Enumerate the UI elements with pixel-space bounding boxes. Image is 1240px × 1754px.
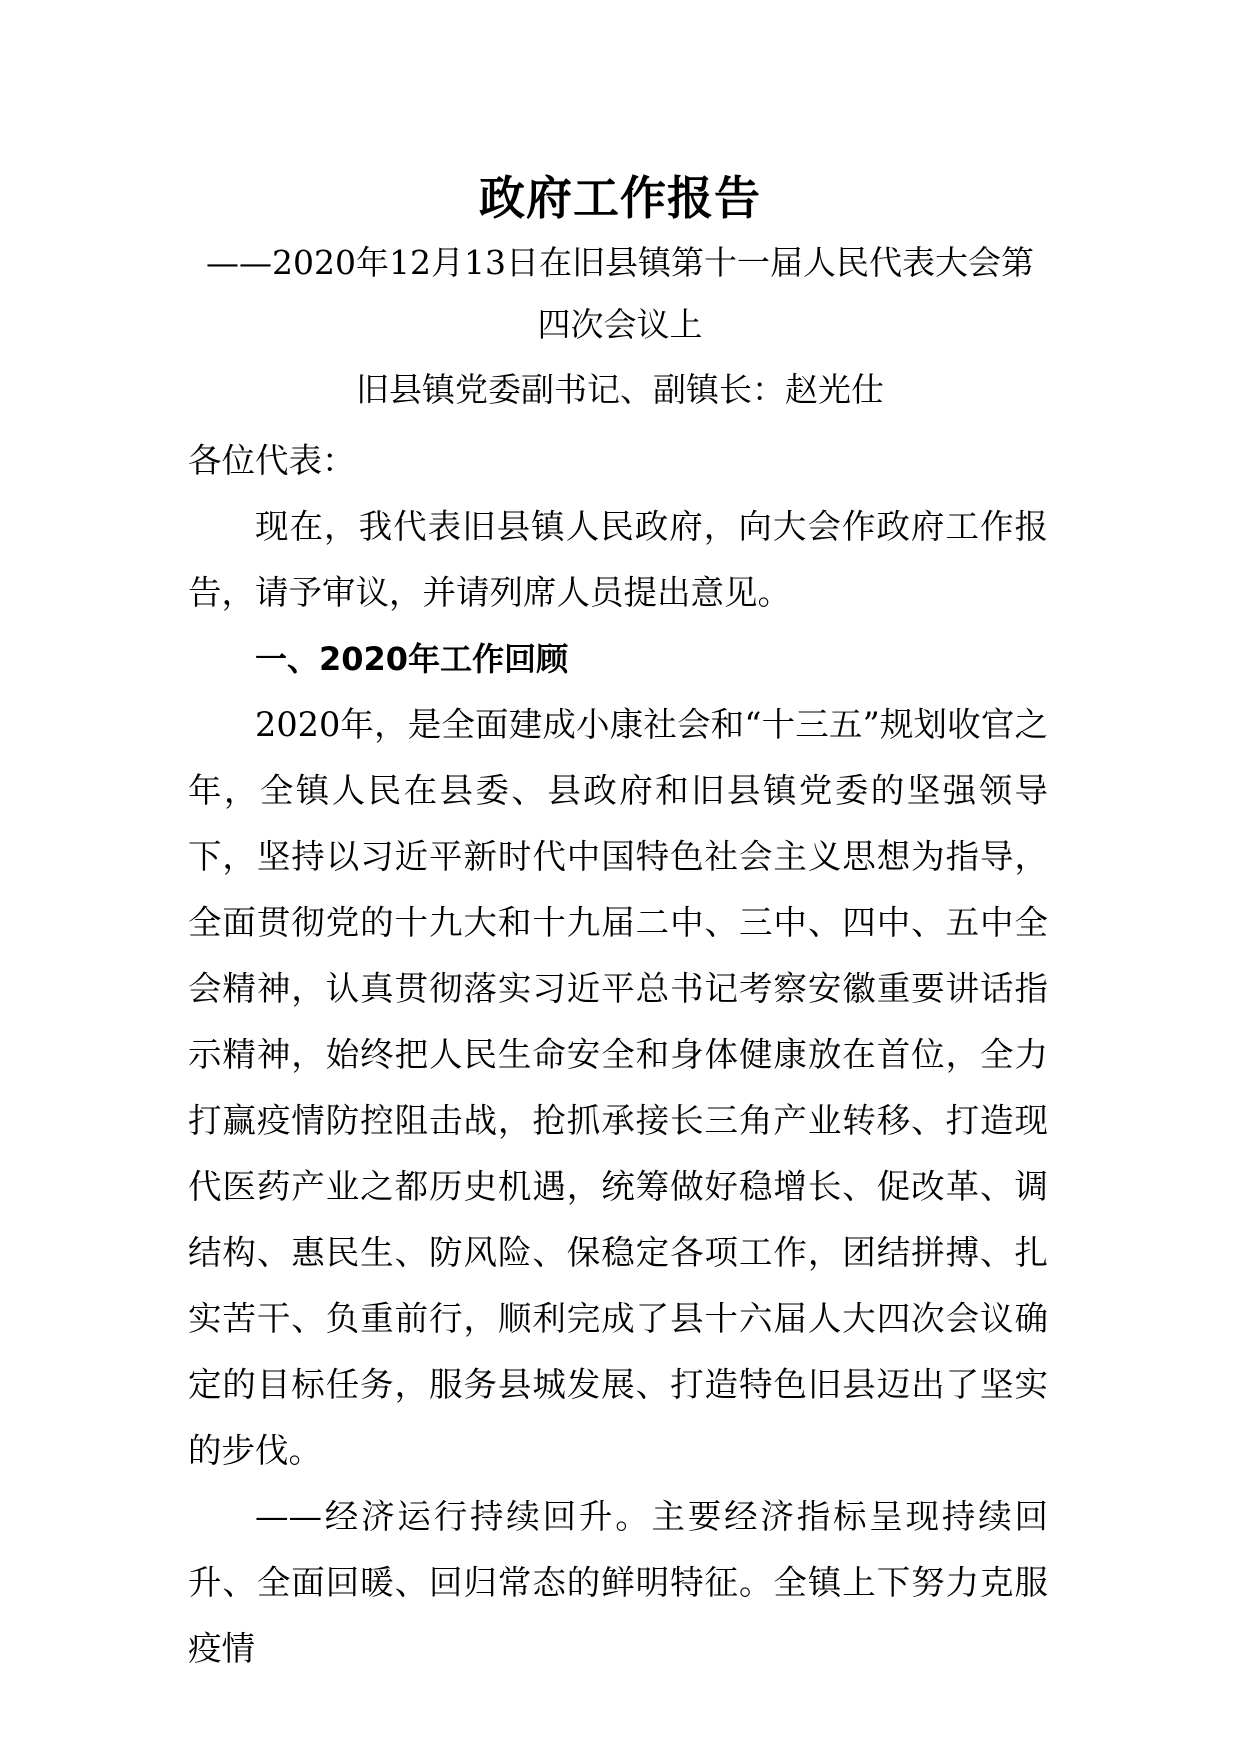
document-subtitle-line1: ——2020年12月13日在旧县镇第十一届人民代表大会第: [206, 243, 1034, 282]
section-heading: 一、2020年工作回顾: [255, 640, 569, 678]
document-body: [188, 428, 1048, 1682]
salutation: 各位代表：: [188, 441, 356, 480]
paragraph-intro: 现在，我代表旧县镇人民政府，向大会作政府工作报告，请予审议，并请列席人员提出意见。: [188, 507, 1048, 612]
document-title: 政府工作报告: [479, 171, 761, 225]
speaker-line: 旧县镇党委副书记、副镇长：赵光仕: [356, 370, 884, 409]
paragraph-economy: ——经济运行持续回升。主要经济指标呈现持续回升、全面回暖、回归常态的鲜明特征。全镇上下努力克服疫情: [188, 1497, 1048, 1668]
paragraph-review: 2020年，是全面建成小康社会和“十三五”规划收官之年，全镇人民在县委、县政府和旧县镇党委的坚强领导下，坚持以习近平新时代中国特色社会主义思想为指导，全面贯彻党的十九大和十九届二中、三中、四中、五中全会精神，认真贯彻落实习近平总书记考察安徽重要讲话指示精神，始终把人民生命安全和身体健康放在首位，全力打赢疫情防控阻击战，抢抓承接长三角产业转移、打造现代医药产业之都历史机遇，统筹做好稳增长、促改革、调结构、惠民生、防风险、保稳定各项工作，团结拼搏、扎实苦干、负重前行，顺利完成了县十六届人大四次会议确定的目标任务，服务县城发展、打造特色旧县迈出了坚实的步伐。: [188, 705, 1048, 1470]
document-subtitle-line2: 四次会议上: [537, 305, 703, 344]
